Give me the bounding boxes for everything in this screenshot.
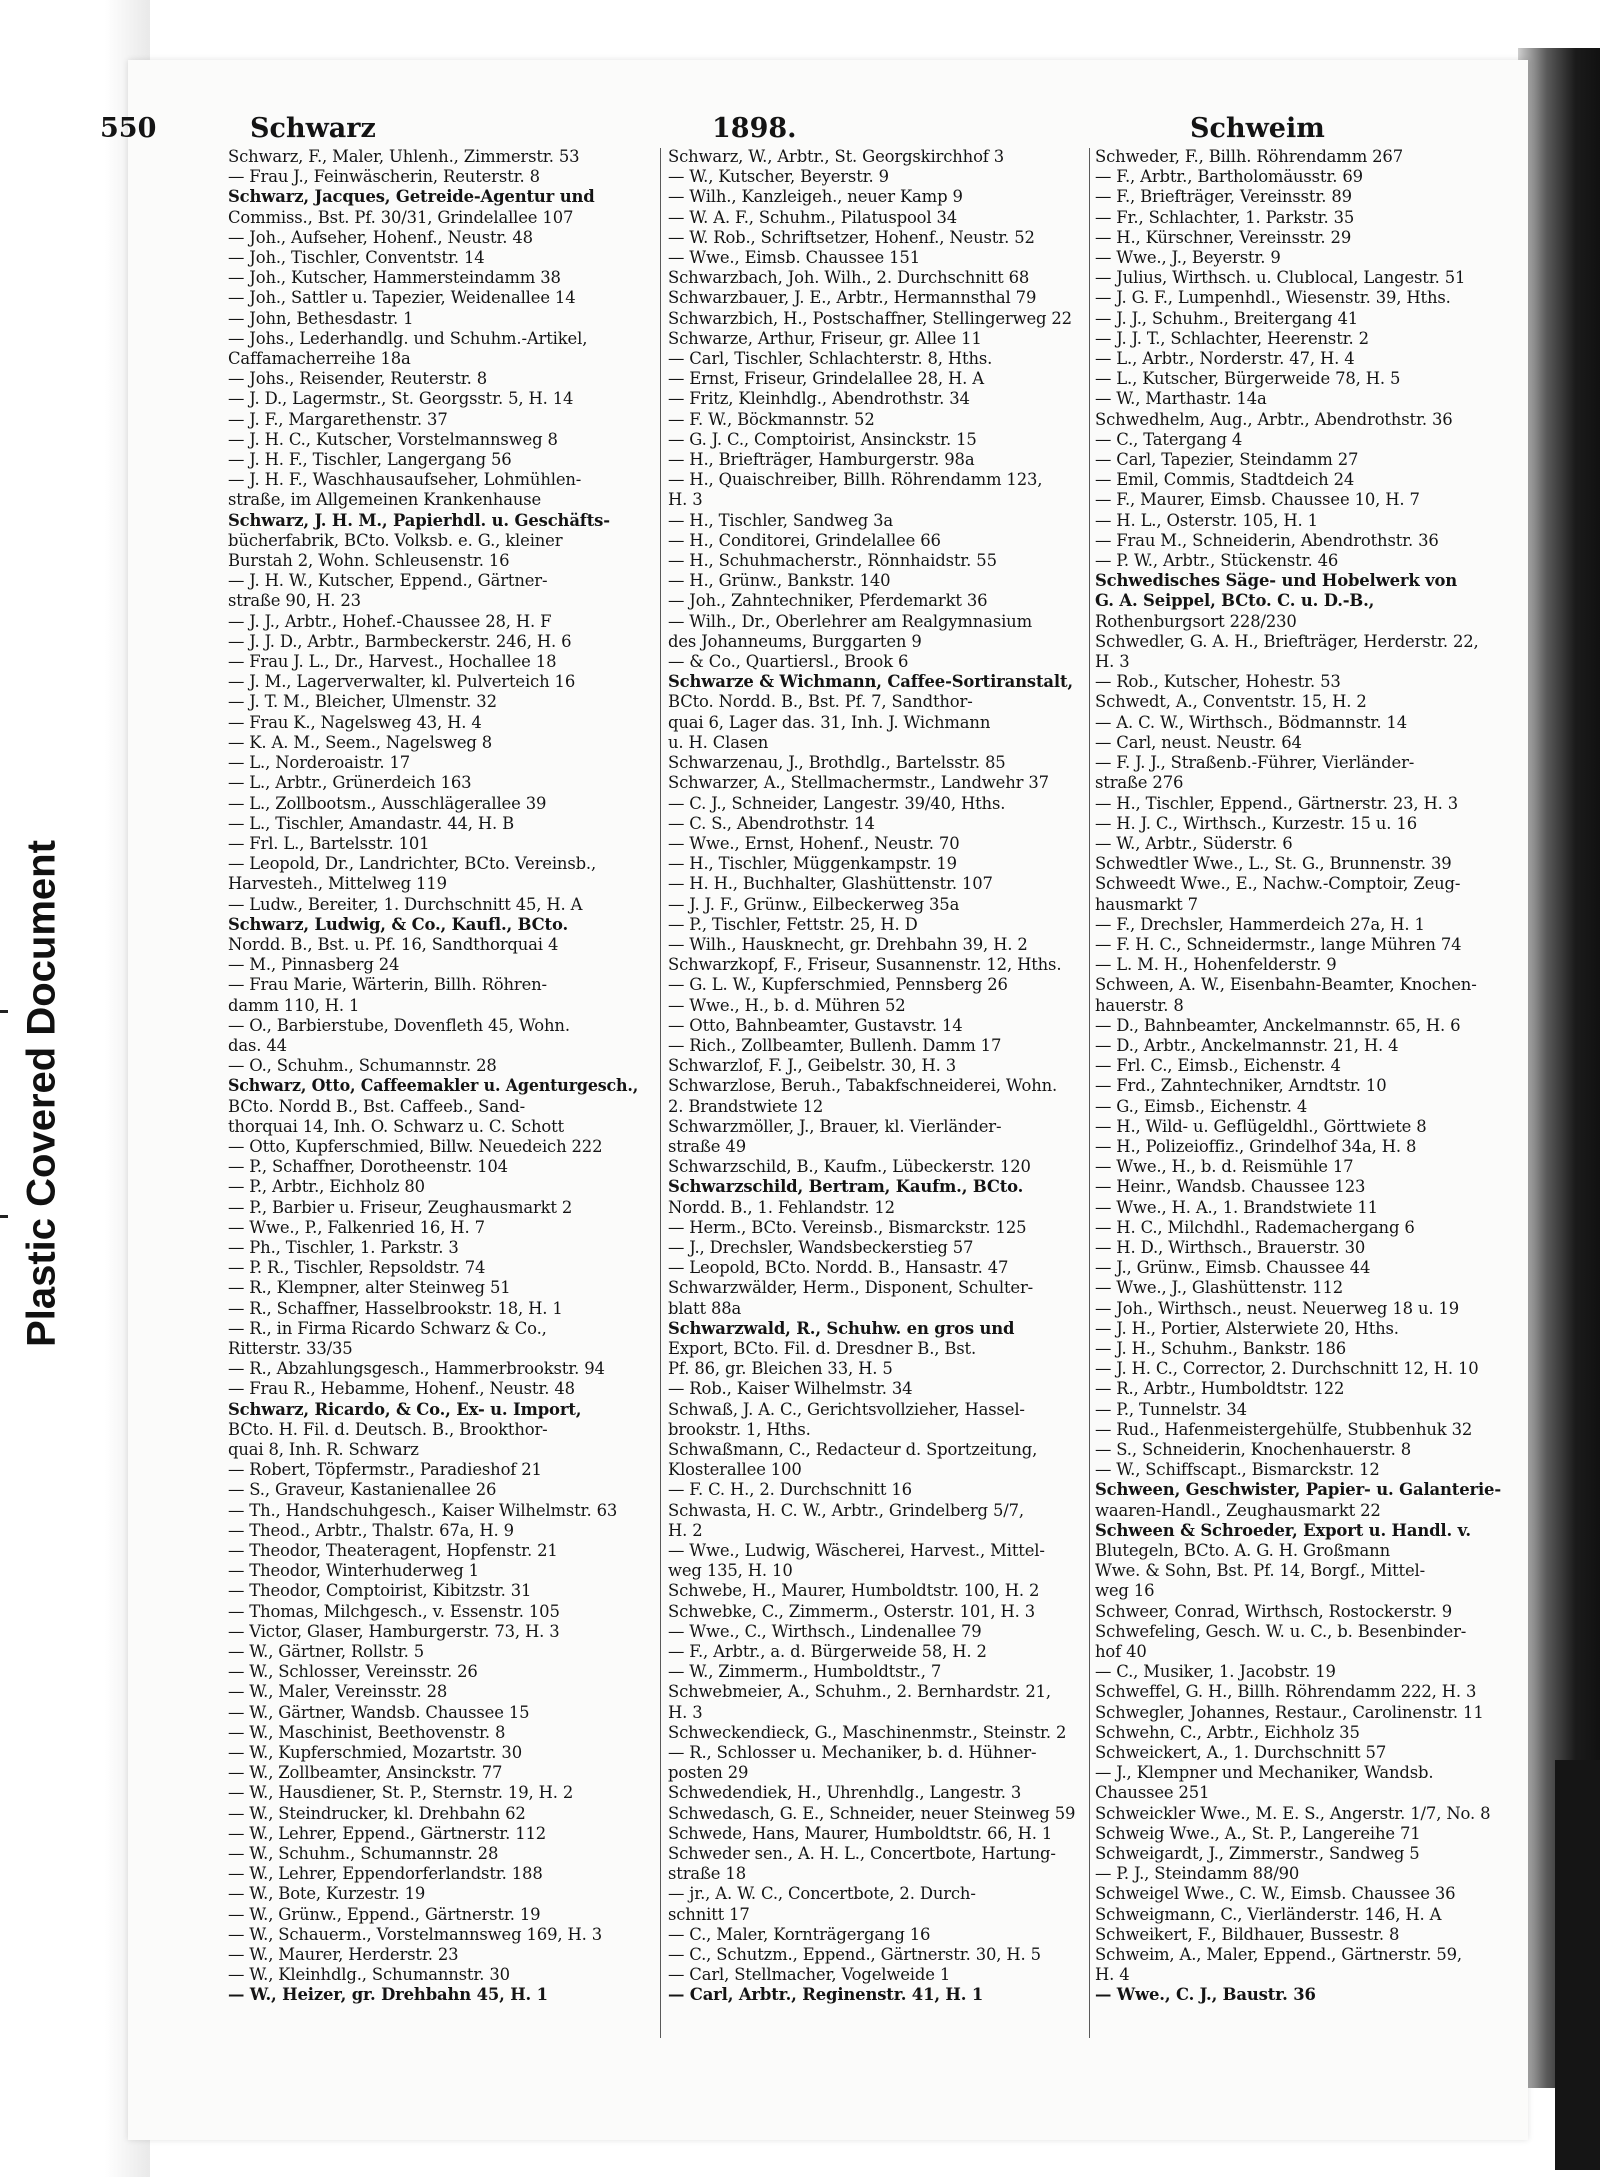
directory-entry: — H., Quaischreiber, Billh. Röhrendamm 123,	[668, 470, 1043, 490]
directory-entry: Harvesteh., Mittelweg 119	[228, 874, 447, 894]
directory-entry: — Frau Marie, Wärterin, Billh. Röhren-	[228, 975, 547, 995]
directory-entry: Schwarzwald, R., Schuhw. en gros und	[668, 1318, 1015, 1338]
directory-entry: Schwebe, H., Maurer, Humboldtstr. 100, H. 2	[668, 1581, 1040, 1601]
directory-entry: weg 135, H. 10	[668, 1561, 793, 1581]
directory-entry: Schwede, Hans, Maurer, Humboldtstr. 66, H. 1	[668, 1823, 1053, 1843]
directory-entry: blatt 88a	[668, 1298, 742, 1318]
directory-entry: — J., Drechsler, Wandsbeckerstieg 57	[668, 1237, 974, 1257]
directory-entry: — H., Briefträger, Hamburgerstr. 98a	[668, 450, 975, 470]
directory-entry: — J. J. D., Arbtr., Barmbeckerstr. 246, H. 6	[228, 631, 572, 651]
directory-entry: — J. J., Arbtr., Hohef.-Chaussee 28, H. F	[228, 611, 552, 631]
directory-entry: — J. T. M., Bleicher, Ulmenstr. 32	[228, 692, 497, 712]
column-divider	[660, 148, 661, 2038]
directory-entry: Schwarzlof, F. J., Geibelstr. 30, H. 3	[668, 1056, 957, 1076]
directory-entry: Commiss., Bst. Pf. 30/31, Grindelallee 107	[228, 207, 574, 227]
directory-entry: — jr., A. W. C., Concertbote, 2. Durch-	[668, 1884, 976, 1904]
directory-entry: Schwarzschild, Bertram, Kaufm., BCto.	[668, 1177, 1024, 1197]
directory-entry: — C. S., Abendrothstr. 14	[668, 813, 875, 833]
directory-entry: — F., Briefträger, Vereinsstr. 89	[1095, 187, 1352, 207]
directory-entry: — P., Tunnelstr. 34	[1095, 1399, 1247, 1419]
directory-entry: posten 29	[668, 1763, 749, 1783]
directory-entry: Schwarz, J. H. M., Papierhdl. u. Geschäfts-	[228, 510, 610, 530]
directory-entry: — H., Tischler, Eppend., Gärtnerstr. 23, H. 3	[1095, 793, 1459, 813]
directory-entry: — H. D., Wirthsch., Brauerstr. 30	[1095, 1237, 1366, 1257]
directory-entry: Schweigel Wwe., C. W., Eimsb. Chaussee 36	[1095, 1884, 1456, 1904]
directory-entry: — Wwe., P., Falkenried 16, H. 7	[228, 1217, 485, 1237]
directory-entry: — F. J. J., Straßenb.-Führer, Vierländer-	[1095, 753, 1415, 773]
directory-entry: straße 276	[1095, 773, 1184, 793]
directory-entry: — Julius, Wirthsch. u. Clublocal, Langestr. 51	[1095, 268, 1466, 288]
directory-entry: — L., Arbtr., Grünerdeich 163	[228, 773, 472, 793]
directory-entry: H. 3	[1095, 652, 1130, 672]
directory-entry: — P. R., Tischler, Repsoldstr. 74	[228, 1258, 486, 1278]
directory-entry: — W., Schiffscapt., Bismarckstr. 12	[1095, 1460, 1380, 1480]
directory-entry: — G. L. W., Kupferschmied, Pennsberg 26	[668, 975, 1008, 995]
directory-entry: Schweder, F., Billh. Röhrendamm 267	[1095, 147, 1403, 166]
page-number: 550	[100, 113, 157, 144]
directory-entry: — J. F., Margarethenstr. 37	[228, 409, 448, 429]
directory-entry: — Victor, Glaser, Hamburgerstr. 73, H. 3	[228, 1621, 560, 1641]
directory-entry: Schwebmeier, A., Schuhm., 2. Bernhardstr. 21,	[668, 1682, 1051, 1702]
directory-entry: — H., Tischler, Sandweg 3a	[668, 510, 894, 530]
directory-entry: — C., Maler, Kornträgergang 16	[668, 1924, 931, 1944]
directory-entry: — H. L., Osterstr. 105, H. 1	[1095, 510, 1318, 530]
directory-entry: — Wwe., Ludwig, Wäscherei, Harvest., Mittel-	[668, 1541, 1045, 1561]
directory-entry: — Theodor, Winterhuderweg 1	[228, 1561, 479, 1581]
directory-entry: — Frl. C., Eimsb., Eichenstr. 4	[1095, 1056, 1341, 1076]
directory-entry: — Ph., Tischler, 1. Parkstr. 3	[228, 1237, 459, 1257]
directory-entry: damm 110, H. 1	[228, 995, 360, 1015]
directory-entry: — Th., Handschuhgesch., Kaiser Wilhelmstr. 63	[228, 1500, 618, 1520]
directory-entry: G. A. Seippel, BCto. C. u. D.-B.,	[1095, 591, 1375, 611]
directory-entry: — Emil, Commis, Stadtdeich 24	[1095, 470, 1355, 490]
book-edge-lower	[1555, 1760, 1600, 2170]
directory-entry: Schwarzschild, B., Kaufm., Lübeckerstr. 120	[668, 1157, 1031, 1177]
directory-entry: Schwarz, W., Arbtr., St. Georgskirchhof 3	[668, 147, 1005, 166]
directory-entry: — J. H. C., Corrector, 2. Durchschnitt 12, H. 10	[1095, 1359, 1479, 1379]
directory-entry: Schwasta, H. C. W., Arbtr., Grindelberg 5/7,	[668, 1500, 1024, 1520]
directory-entry: — Theodor, Theateragent, Hopfenstr. 21	[228, 1541, 558, 1561]
directory-entry: — Carl, Tischler, Schlachterstr. 8, Hths.	[668, 349, 993, 369]
directory-entry: weg 16	[1095, 1581, 1155, 1601]
directory-entry: — Wwe., J., Glashüttenstr. 112	[1095, 1278, 1344, 1298]
directory-entry: — W., Maler, Vereinsstr. 28	[228, 1682, 448, 1702]
directory-entry: — Wwe., H., b. d. Mühren 52	[668, 995, 906, 1015]
directory-entry: — S., Schneiderin, Knochenhauerstr. 8	[1095, 1440, 1411, 1459]
directory-entry: — Frl. L., Bartelsstr. 101	[228, 833, 430, 853]
directory-entry: — W., Lehrer, Eppend., Gärtnerstr. 112	[228, 1823, 547, 1843]
directory-entry: — L., Zollbootsm., Ausschlägerallee 39	[228, 793, 547, 813]
directory-entry: — F., Arbtr., a. d. Bürgerweide 58, H. 2	[668, 1642, 987, 1662]
directory-entry: Schwedtler Wwe., L., St. G., Brunnenstr. 39	[1095, 854, 1452, 874]
directory-entry: — S., Graveur, Kastanienallee 26	[228, 1480, 497, 1500]
directory-entry: — Wwe., Ernst, Hohenf., Neustr. 70	[668, 833, 960, 853]
directory-entry: Schweedt Wwe., E., Nachw.-Comptoir, Zeug-	[1095, 874, 1461, 894]
directory-entry: — Wwe., C., Wirthsch., Lindenallee 79	[668, 1621, 982, 1641]
directory-entry: Schwarz, Ricardo, & Co., Ex- u. Import,	[228, 1399, 582, 1419]
directory-entry: — W., Maschinist, Beethovenstr. 8	[228, 1722, 506, 1742]
directory-entry: — John, Bethesdastr. 1	[228, 308, 414, 328]
directory-entry: Schwarzbich, H., Postschaffner, Stellingerweg 22	[668, 308, 1072, 328]
directory-entry: Klosterallee 100	[668, 1460, 802, 1480]
column-divider	[1089, 148, 1090, 2038]
directory-entry: — W., Gärtner, Wandsb. Chaussee 15	[228, 1702, 530, 1722]
directory-entry: — W., Kutscher, Beyerstr. 9	[668, 167, 889, 187]
directory-entry: — L., Kutscher, Bürgerweide 78, H. 5	[1095, 369, 1401, 389]
side-label-text: Plastic Covered Document	[19, 840, 64, 1347]
directory-entry: Nordd. B., Bst. u. Pf. 16, Sandthorquai 4	[228, 934, 559, 954]
directory-entry: 2. Brandstwiete 12	[668, 1096, 824, 1116]
directory-entry: Schwedt, A., Conventstr. 15, H. 2	[1095, 692, 1367, 712]
directory-entry: — F. H. C., Schneidermstr., lange Mühren 74	[1095, 934, 1462, 954]
directory-entry: Blutegeln, BCto. A. G. H. Großmann	[1095, 1541, 1390, 1561]
directory-entry: straße 49	[668, 1136, 746, 1156]
directory-entry: — J. H. F., Waschhausaufseher, Lohmühlen-	[228, 470, 582, 490]
directory-entry: — W., Schauerm., Vorstelmannsweg 169, H. 3	[228, 1924, 603, 1944]
directory-column-right	[1095, 147, 1505, 2047]
directory-entry: Schwaß, J. A. C., Gerichtsvollzieher, Hassel-	[668, 1399, 1025, 1419]
directory-entry: Schwarz, Ludwig, & Co., Kaufl., BCto.	[228, 914, 568, 934]
directory-entry: — J. H., Schuhm., Bankstr. 186	[1095, 1338, 1347, 1358]
directory-entry: — Wwe., H., b. d. Reismühle 17	[1095, 1157, 1354, 1177]
directory-entry: — F., Drechsler, Hammerdeich 27a, H. 1	[1095, 914, 1425, 934]
directory-entry: Schwarzmöller, J., Brauer, kl. Vierländer-	[668, 1116, 1002, 1136]
directory-entry: Schweer, Conrad, Wirthsch, Rostockerstr. 9	[1095, 1601, 1452, 1621]
directory-entry: — Wilh., Hausknecht, gr. Drehbahn 39, H. 2	[668, 934, 1028, 954]
directory-entry: quai 6, Lager das. 31, Inh. J. Wichmann	[668, 712, 991, 732]
directory-entry: — R., in Firma Ricardo Schwarz & Co.,	[228, 1318, 547, 1338]
directory-entry: — Ernst, Friseur, Grindelallee 28, H. A	[668, 369, 984, 389]
directory-entry: straße 90, H. 23	[228, 591, 361, 611]
directory-entry: Wwe. & Sohn, Bst. Pf. 14, Borgf., Mittel-	[1095, 1561, 1425, 1581]
directory-entry: straße, im Allgemeinen Krankenhause	[228, 490, 542, 510]
directory-entry: brookstr. 1, Hths.	[668, 1419, 811, 1439]
directory-entry: — H. C., Milchdhl., Rademachergang 6	[1095, 1217, 1415, 1237]
directory-entry: — H., Wild- u. Geflügeldhl., Görttwiete 8	[1095, 1116, 1427, 1136]
directory-entry: — D., Arbtr., Anckelmannstr. 21, H. 4	[1095, 1035, 1399, 1055]
directory-entry: — G. J. C., Comptoirist, Ansinckstr. 15	[668, 429, 977, 449]
directory-entry: Schweikert, F., Bildhauer, Bussestr. 8	[1095, 1924, 1400, 1944]
directory-entry: bücherfabrik, BCto. Volksb. e. G., kleiner	[228, 530, 563, 550]
directory-entry: — W., Arbtr., Süderstr. 6	[1095, 833, 1293, 853]
directory-entry: — J. H. W., Kutscher, Eppend., Gärtner-	[228, 571, 548, 591]
directory-entry: — O., Barbierstube, Dovenfleth 45, Wohn.	[228, 1015, 570, 1035]
directory-entry: — L. M. H., Hohenfelderstr. 9	[1095, 955, 1337, 975]
directory-entry: — W., Lehrer, Eppendorferlandstr. 188	[228, 1864, 543, 1884]
directory-entry: — P., Arbtr., Eichholz 80	[228, 1177, 425, 1197]
directory-entry: Schwedendiek, H., Uhrenhdlg., Langestr. 3	[668, 1783, 1022, 1803]
directory-entry: — Frau R., Hebamme, Hohenf., Neustr. 48	[228, 1379, 575, 1399]
directory-entry: — J. H. F., Tischler, Langergang 56	[228, 450, 512, 470]
directory-entry: — P. W., Arbtr., Stückenstr. 46	[1095, 551, 1339, 571]
directory-entry: — J. M., Lagerverwalter, kl. Pulverteich 16	[228, 672, 576, 692]
directory-entry: — H., Polizeioffiz., Grindelhof 34a, H. 8	[1095, 1136, 1417, 1156]
directory-entry: Schwehn, C., Arbtr., Eichholz 35	[1095, 1722, 1360, 1742]
directory-entry: Schwarzbach, Joh. Wilh., 2. Durchschnitt 68	[668, 268, 1030, 288]
directory-entry: — W., Hausdiener, St. P., Sternstr. 19, H. 2	[228, 1783, 574, 1803]
directory-entry: — H., Kürschner, Vereinsstr. 29	[1095, 227, 1352, 247]
directory-entry: — Fritz, Kleinhdlg., Abendrothstr. 34	[668, 389, 970, 409]
directory-entry: — J. H. C., Kutscher, Vorstelmannsweg 8	[228, 429, 558, 449]
directory-entry: Schweigmann, C., Vierländerstr. 146, H. A	[1095, 1904, 1442, 1924]
directory-entry: — Joh., Sattler u. Tapezier, Weidenallee 14	[228, 288, 576, 308]
directory-entry: — F. C. H., 2. Durchschnitt 16	[668, 1480, 912, 1500]
directory-entry: Schweickert, A., 1. Durchschnitt 57	[1095, 1743, 1387, 1763]
directory-entry: — & Co., Quartiersl., Brook 6	[668, 652, 909, 672]
directory-entry: — W., Zimmerm., Humboldtstr., 7	[668, 1662, 942, 1682]
directory-entry: — W., Zollbeamter, Ansinckstr. 77	[228, 1763, 503, 1783]
directory-entry: Schwarzkopf, F., Friseur, Susannenstr. 12, Hths.	[668, 955, 1062, 975]
directory-entry: — Frau J. L., Dr., Harvest., Hochallee 18	[228, 652, 557, 672]
directory-entry: H. 3	[668, 1702, 703, 1722]
directory-entry: — J., Klempner und Mechaniker, Wandsb.	[1095, 1763, 1434, 1783]
directory-entry: Schwedler, G. A. H., Briefträger, Herderstr. 22,	[1095, 631, 1479, 651]
directory-entry: — Joh., Kutscher, Hammersteindamm 38	[228, 268, 561, 288]
directory-entry: Schween, Geschwister, Papier- u. Galanterie-	[1095, 1480, 1501, 1500]
directory-entry: Rothenburgsort 228/230	[1095, 611, 1297, 631]
directory-entry: Schwarze & Wichmann, Caffee-Sortiranstalt,	[668, 672, 1073, 692]
directory-entry: — Joh., Zahntechniker, Pferdemarkt 36	[668, 591, 988, 611]
directory-entry: — Otto, Kupferschmied, Billw. Neuedeich 222	[228, 1136, 603, 1156]
directory-entry: — R., Klempner, alter Steinweg 51	[228, 1278, 511, 1298]
directory-entry: — O., Schuhm., Schumannstr. 28	[228, 1056, 497, 1076]
directory-entry: Pf. 86, gr. Bleichen 33, H. 5	[668, 1359, 893, 1379]
directory-entry: — Frau M., Schneiderin, Abendrothstr. 36	[1095, 530, 1439, 550]
directory-entry: Schweckendieck, G., Maschinenmstr., Steinstr. 2	[668, 1722, 1067, 1742]
directory-entry: Schweickler Wwe., M. E. S., Angerstr. 1/7, No. 8	[1095, 1803, 1491, 1823]
directory-entry: — Ludw., Bereiter, 1. Durchschnitt 45, H. A	[228, 894, 583, 914]
directory-entry: — G., Eimsb., Eichenstr. 4	[1095, 1096, 1308, 1116]
directory-entry: — H., Conditorei, Grindelallee 66	[668, 530, 941, 550]
directory-entry: — Theod., Arbtr., Thalstr. 67a, H. 9	[228, 1520, 514, 1540]
directory-entry: — H., Tischler, Müggenkampstr. 19	[668, 854, 957, 874]
directory-entry: — K. A. M., Seem., Nagelsweg 8	[228, 732, 493, 752]
directory-entry: Export, BCto. Fil. d. Dresdner B., Bst.	[668, 1338, 977, 1358]
directory-entry: — Theodor, Comptoirist, Kibitzstr. 31	[228, 1581, 532, 1601]
directory-entry: — Rich., Zollbeamter, Bullenh. Damm 17	[668, 1035, 1002, 1055]
directory-entry: — H., Grünw., Bankstr. 140	[668, 571, 891, 591]
directory-entry: Schwarz, Jacques, Getreide-Agentur und	[228, 187, 595, 207]
directory-entry: — Joh., Aufseher, Hohenf., Neustr. 48	[228, 227, 533, 247]
directory-entry: Schwaßmann, C., Redacteur d. Sportzeitung,	[668, 1440, 1038, 1459]
directory-entry: Nordd. B., 1. Fehlandstr. 12	[668, 1197, 895, 1217]
directory-entry: — W., Heizer, gr. Drehbahn 45, H. 1	[228, 1985, 548, 2005]
directory-entry: — Leopold, Dr., Landrichter, BCto. Vereinsb.,	[228, 854, 597, 874]
directory-entry: — J. J., Schuhm., Breitergang 41	[1095, 308, 1359, 328]
directory-entry: — J. J. T., Schlachter, Heerenstr. 2	[1095, 328, 1369, 348]
directory-entry: — Fr., Schlachter, 1. Parkstr. 35	[1095, 207, 1355, 227]
directory-entry: Schwefeling, Gesch. W. u. C., b. Besenbinder-	[1095, 1621, 1467, 1641]
directory-entry: Schweim, A., Maler, Eppend., Gärtnerstr. 59,	[1095, 1945, 1462, 1965]
directory-entry: — J. D., Lagermstr., St. Georgsstr. 5, H. 14	[228, 389, 574, 409]
directory-entry: Schwedhelm, Aug., Arbtr., Abendrothstr. 36	[1095, 409, 1453, 429]
directory-entry: Schweig Wwe., A., St. P., Langereihe 71	[1095, 1823, 1421, 1843]
directory-entry: — Thomas, Milchgesch., v. Essenstr. 105	[228, 1601, 560, 1621]
directory-entry: Schwarz, Otto, Caffeemakler u. Agenturgesch.,	[228, 1076, 638, 1096]
directory-entry: — W., Bote, Kurzestr. 19	[228, 1884, 426, 1904]
directory-entry: hauerstr. 8	[1095, 995, 1184, 1015]
directory-entry: Schwarzenau, J., Brothdlg., Bartelsstr. 85	[668, 753, 1006, 773]
directory-entry: — Wwe., Eimsb. Chaussee 151	[668, 248, 920, 268]
directory-entry: Schweder sen., A. H. L., Concertbote, Hartung-	[668, 1844, 1056, 1864]
directory-entry: — Herm., BCto. Vereinsb., Bismarckstr. 125	[668, 1217, 1027, 1237]
directory-entry: Schwarze, Arthur, Friseur, gr. Allee 11	[668, 328, 982, 348]
directory-entry: Schwedisches Säge- und Hobelwerk von	[1095, 571, 1458, 591]
directory-column-middle	[668, 147, 1078, 2047]
directory-entry: — R., Arbtr., Humboldtstr. 122	[1095, 1379, 1345, 1399]
directory-entry: — Frau K., Nagelsweg 43, H. 4	[228, 712, 482, 732]
directory-entry: — P., Barbier u. Friseur, Zeughausmarkt 2	[228, 1197, 573, 1217]
directory-entry: — F., Maurer, Eimsb. Chaussee 10, H. 7	[1095, 490, 1420, 510]
directory-entry: — Joh., Tischler, Conventstr. 14	[228, 248, 485, 268]
directory-entry: — Rud., Hafenmeistergehülfe, Stubbenhuk 32	[1095, 1419, 1473, 1439]
directory-entry: schnitt 17	[668, 1904, 750, 1924]
directory-entry: — H., Schuhmacherstr., Rönnhaidstr. 55	[668, 551, 997, 571]
directory-entry: — L., Arbtr., Norderstr. 47, H. 4	[1095, 349, 1355, 369]
directory-entry: hof 40	[1095, 1642, 1147, 1662]
directory-entry: BCto. Nordd. B., Bst. Pf. 7, Sandthor-	[668, 692, 973, 712]
directory-entry: das. 44	[228, 1035, 287, 1055]
directory-entry: Schwarz, F., Maler, Uhlenh., Zimmerstr. 53	[228, 147, 580, 166]
directory-entry: — Leopold, BCto. Nordd. B., Hansastr. 47	[668, 1258, 1009, 1278]
directory-entry: Schween, A. W., Eisenbahn-Beamter, Knochen-	[1095, 975, 1477, 995]
directory-entry: H. 2	[668, 1520, 703, 1540]
directory-entry: — C. J., Schneider, Langestr. 39/40, Hths.	[668, 793, 1006, 813]
directory-entry: — Wwe., C. J., Baustr. 36	[1095, 1985, 1316, 2005]
directory-entry: Ritterstr. 33/35	[228, 1338, 353, 1358]
directory-entry: — Johs., Reisender, Reuterstr. 8	[228, 369, 488, 389]
directory-entry: Burstah 2, Wohn. Schleusenstr. 16	[228, 551, 510, 571]
directory-entry: Schwebke, C., Zimmerm., Osterstr. 101, H. 3	[668, 1601, 1036, 1621]
directory-entry: — L., Tischler, Amandastr. 44, H. B	[228, 813, 515, 833]
directory-entry: — Joh., Wirthsch., neust. Neuerweg 18 u. 19	[1095, 1298, 1460, 1318]
directory-entry: — Otto, Bahnbeamter, Gustavstr. 14	[668, 1015, 963, 1035]
directory-entry: des Johanneums, Burggarten 9	[668, 631, 922, 651]
directory-entry: — D., Bahnbeamter, Anckelmannstr. 65, H. 6	[1095, 1015, 1461, 1035]
header-year: 1898.	[712, 113, 797, 144]
directory-entry: quai 8, Inh. R. Schwarz	[228, 1440, 419, 1459]
directory-entry: Schwarzwälder, Herm., Disponent, Schulter-	[668, 1278, 1034, 1298]
directory-entry: — H. J. C., Wirthsch., Kurzestr. 15 u. 16	[1095, 813, 1417, 833]
directory-entry: — C., Tatergang 4	[1095, 429, 1243, 449]
binding-mark	[0, 1010, 8, 1013]
directory-entry: Schwegler, Johannes, Restaur., Carolinenstr. 11	[1095, 1702, 1484, 1722]
directory-entry: — Johs., Lederhandlg. und Schuhm.-Artikel,	[228, 328, 588, 348]
directory-entry: — Frau J., Feinwäscherin, Reuterstr. 8	[228, 167, 540, 187]
binding-mark	[0, 1215, 8, 1218]
directory-entry: BCto. Nordd B., Bst. Caffeeb., Sand-	[228, 1096, 526, 1116]
directory-entry: waaren-Handl., Zeughausmarkt 22	[1095, 1500, 1381, 1520]
directory-entry: — H. H., Buchhalter, Glashüttenstr. 107	[668, 874, 993, 894]
directory-entry: Schwarzlose, Beruh., Tabakfschneiderei, Wohn.	[668, 1076, 1058, 1096]
directory-entry: — J., Grünw., Eimsb. Chaussee 44	[1095, 1258, 1371, 1278]
directory-entry: — J. J. F., Grünw., Eilbeckerweg 35a	[668, 894, 960, 914]
directory-entry: straße 18	[668, 1864, 746, 1884]
directory-entry: — Wilh., Dr., Oberlehrer am Realgymnasium	[668, 611, 1032, 631]
directory-entry: — Carl, Tapezier, Steindamm 27	[1095, 450, 1359, 470]
directory-entry: — A. C. W., Wirthsch., Bödmannstr. 14	[1095, 712, 1407, 732]
directory-entry: — W., Kupferschmied, Mozartstr. 30	[228, 1743, 522, 1763]
directory-entry: BCto. H. Fil. d. Deutsch. B., Brookthor-	[228, 1419, 548, 1439]
directory-entry: — C., Musiker, 1. Jacobstr. 19	[1095, 1662, 1336, 1682]
directory-entry: — W., Maurer, Herderstr. 23	[228, 1945, 459, 1965]
directory-entry: — L., Norderoaistr. 17	[228, 753, 411, 773]
directory-entry: — Robert, Töpfermstr., Paradieshof 21	[228, 1460, 542, 1480]
directory-entry: — W., Marthastr. 14a	[1095, 389, 1267, 409]
directory-entry: thorquai 14, Inh. O. Schwarz u. C. Schott	[228, 1116, 564, 1136]
directory-entry: H. 3	[668, 490, 703, 510]
directory-entry: — Wwe., J., Beyerstr. 9	[1095, 248, 1281, 268]
directory-entry: — F., Arbtr., Bartholomäusstr. 69	[1095, 167, 1363, 187]
header-right-keyword: Schweim	[1190, 113, 1325, 144]
directory-entry: — Frd., Zahntechniker, Arndtstr. 10	[1095, 1076, 1387, 1096]
directory-entry: — W., Grünw., Eppend., Gärtnerstr. 19	[228, 1904, 541, 1924]
page-header	[100, 113, 1390, 147]
header-left-keyword: Schwarz	[250, 113, 376, 144]
directory-entry: — P., Schaffner, Dorotheenstr. 104	[228, 1157, 508, 1177]
directory-entry: — Carl, Arbtr., Reginenstr. 41, H. 1	[668, 1985, 984, 2005]
directory-entry: — R., Schaffner, Hasselbrookstr. 18, H. 1	[228, 1298, 563, 1318]
directory-entry: — Rob., Kaiser Wilhelmstr. 34	[668, 1379, 913, 1399]
directory-entry: — W., Steindrucker, kl. Drehbahn 62	[228, 1803, 526, 1823]
directory-entry: Schweigardt, J., Zimmerstr., Sandweg 5	[1095, 1844, 1420, 1864]
directory-entry: — F. W., Böckmannstr. 52	[668, 409, 875, 429]
directory-entry: Schwarzer, A., Stellmachermstr., Landwehr 37	[668, 773, 1049, 793]
directory-entry: — W. Rob., Schriftsetzer, Hohenf., Neustr. 52	[668, 227, 1035, 247]
directory-entry: — Heinr., Wandsb. Chaussee 123	[1095, 1177, 1366, 1197]
directory-entry: u. H. Clasen	[668, 732, 769, 752]
directory-entry: hausmarkt 7	[1095, 894, 1198, 914]
directory-entry: — Wwe., H. A., 1. Brandstwiete 11	[1095, 1197, 1378, 1217]
directory-entry: — R., Abzahlungsgesch., Hammerbrookstr. 94	[228, 1359, 605, 1379]
directory-entry: — P. J., Steindamm 88/90	[1095, 1864, 1300, 1884]
directory-entry: — C., Schutzm., Eppend., Gärtnerstr. 30, H. 5	[668, 1945, 1041, 1965]
directory-entry: Caffamacherreihe 18a	[228, 349, 411, 369]
directory-column-left	[228, 147, 638, 2047]
directory-entry: — W., Kleinhdlg., Schumannstr. 30	[228, 1965, 510, 1985]
directory-entry: — R., Schlosser u. Mechaniker, b. d. Hühner-	[668, 1743, 1037, 1763]
directory-entry: — P., Tischler, Fettstr. 25, H. D	[668, 914, 918, 934]
directory-entry: Schwedasch, G. E., Schneider, neuer Steinweg 59	[668, 1803, 1076, 1823]
directory-entry: Schwarzbauer, J. E., Arbtr., Hermannsthal 79	[668, 288, 1037, 308]
directory-entry: — Carl, neust. Neustr. 64	[1095, 732, 1302, 752]
directory-entry: — W., Schlosser, Vereinsstr. 26	[228, 1662, 478, 1682]
directory-entry: — M., Pinnasberg 24	[228, 955, 400, 975]
directory-entry: H. 4	[1095, 1965, 1130, 1985]
directory-entry: — Carl, Stellmacher, Vogelweide 1	[668, 1965, 951, 1985]
directory-entry: — W. A. F., Schuhm., Pilatuspool 34	[668, 207, 958, 227]
directory-entry: — Wilh., Kanzleigeh., neuer Kamp 9	[668, 187, 963, 207]
directory-entry: Chaussee 251	[1095, 1783, 1210, 1803]
directory-entry: — J. G. F., Lumpenhdl., Wiesenstr. 39, Hths.	[1095, 288, 1451, 308]
directory-entry: — J. H., Portier, Alsterwiete 20, Hths.	[1095, 1318, 1399, 1338]
directory-entry: — W., Gärtner, Rollstr. 5	[228, 1642, 425, 1662]
directory-entry: Schweffel, G. H., Billh. Röhrendamm 222, H. 3	[1095, 1682, 1477, 1702]
directory-entry: Schween & Schroeder, Export u. Handl. v.	[1095, 1520, 1471, 1540]
directory-entry: — W., Schuhm., Schumannstr. 28	[228, 1844, 499, 1864]
directory-entry: — Rob., Kutscher, Hohestr. 53	[1095, 672, 1341, 692]
